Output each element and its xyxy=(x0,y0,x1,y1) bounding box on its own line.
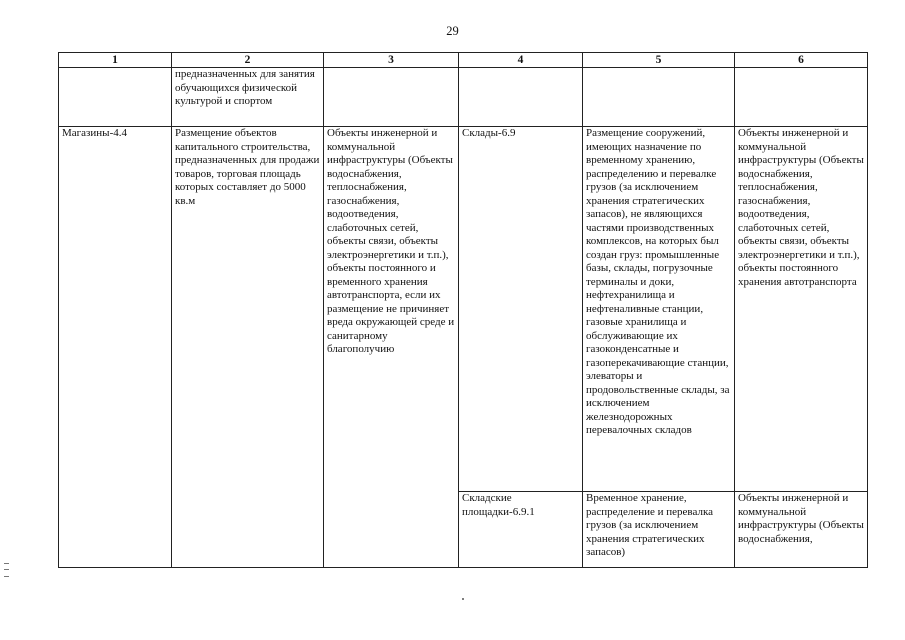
cell-row2-col2: Размещение объектов капитального строительства, предназначенных для продажи товаров, торговая площадь которых составляет до 5000 кв.м xyxy=(172,127,324,568)
cell-row1-col6 xyxy=(735,68,868,127)
cell-row1-col4 xyxy=(459,68,583,127)
header-col-3: 3 xyxy=(324,53,459,68)
cell-row3-col4: Складские площадки-6.9.1 xyxy=(459,492,583,568)
header-col-4: 4 xyxy=(459,53,583,68)
page-number: 29 xyxy=(446,24,459,38)
cell-row1-col1 xyxy=(59,68,172,127)
header-row xyxy=(59,53,868,68)
cell-row3-col6: Объекты инженерной и коммунальной инфраструктуры (Объекты водоснабжения, xyxy=(735,492,868,568)
cell-row2-col6: Объекты инженерной и коммунальной инфраструктуры (Объекты водоснабжения, теплоснабжения, газоснабжения, водоотведения, слаботочных сетей, объекты связи, объекты электроэнергетики и т.п.), объекты постоянного хранения автотранспорта xyxy=(735,127,868,492)
cell-row1-col5 xyxy=(583,68,735,127)
cell-row2-col4: Склады-6.9 xyxy=(459,127,583,492)
footer-dot xyxy=(462,598,464,600)
header-col-6: 6 xyxy=(735,53,868,68)
margin-mark xyxy=(4,563,9,577)
regulations-table xyxy=(58,52,868,568)
header-col-5: 5 xyxy=(583,53,735,68)
cell-row1-col3 xyxy=(324,68,459,127)
cell-row2-col1: Магазины-4.4 xyxy=(59,127,172,568)
cell-row2-col3: Объекты инженерной и коммунальной инфраструктуры (Объекты водоснабжения, теплоснабжения, газоснабжения, водоотведения, слаботочных сетей, объекты связи, объекты электроэнергетики и т.п.), объекты постоянного и временного хранения автотранспорта, если их размещение не причиняет вреда окружающей среде и санитарному благополучию xyxy=(324,127,459,568)
cell-row2-col5: Размещение сооружений, имеющих назначение по временному хранению, распределению и перевалке грузов (за исключением хранения стратегических запасов), не являющихся частями производственных комплексов, на которых был создан груз: промышленные базы, склады, погрузочные терминалы и доки, нефтехранилища и нефтеналивные станции, газовые хранилища и обслуживающие их газоконденсатные и газоперекачивающие станции, элеваторы и продовольственные склады, за исключением железнодорожных перевалочных складов xyxy=(583,127,735,492)
cell-row3-col5: Временное хранение, распределение и перевалка грузов (за исключением хранения стратегических запасов) xyxy=(583,492,735,568)
cell-row1-col2: предназначенных для занятия обучающихся физической культурой и спортом xyxy=(172,68,324,127)
header-col-2: 2 xyxy=(172,53,324,68)
table-row xyxy=(59,127,868,492)
header-col-1: 1 xyxy=(59,53,172,68)
table-row xyxy=(59,68,868,127)
